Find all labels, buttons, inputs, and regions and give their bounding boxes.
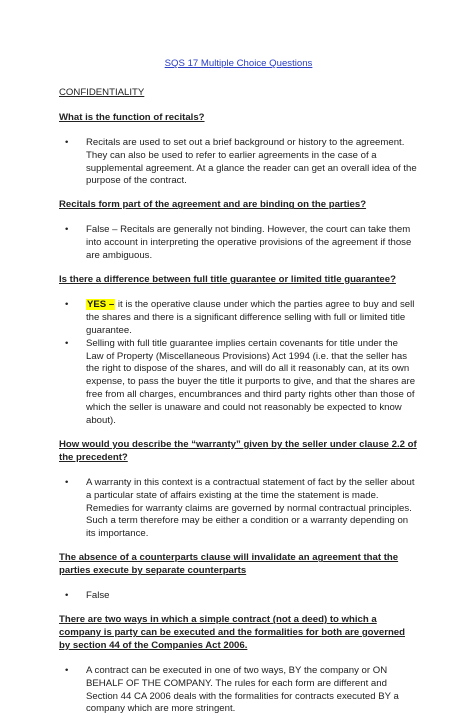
bullet-icon: • <box>65 136 69 148</box>
bullet-icon: • <box>65 337 69 349</box>
bullet-icon: • <box>65 224 69 236</box>
bullet-icon: • <box>65 298 69 310</box>
answer-list-1 <box>59 137 418 189</box>
answer-item <box>59 224 418 263</box>
bullet-icon: • <box>65 664 69 676</box>
answer-text: Selling with full title guarantee implies certain covenants for title under the Law of Property (Miscellaneous Provisions) Act 1994 (i.e. that the seller has the right to dispose of the shares, and will do all it reasonably can, at its own expense, to pass the buyer the title it purports to give, and that the shares are free from all charges, encumbrances and third party rights other than those of which the seller is unaware and could not reasonably be expected to know about). <box>86 337 416 427</box>
answer-list-3 <box>59 299 418 428</box>
question-1: What is the function of recitals? <box>59 111 205 123</box>
question-3: Is there a difference between full title guarantee or limited title guarantee? <box>59 273 396 285</box>
answer-item <box>59 137 418 189</box>
answer-item <box>59 590 418 603</box>
question-5: The absence of a counterparts clause will invalidate an agreement that the parties execute by separate counterparts <box>59 552 399 577</box>
document-title: SQS 17 Multiple Choice Questions <box>164 58 313 69</box>
answer-item <box>59 665 418 716</box>
highlighted-answer-label: YES – <box>87 298 115 310</box>
answer-item <box>59 477 418 542</box>
bullet-icon: • <box>65 590 69 602</box>
answer-list-4 <box>59 477 418 542</box>
bullet-icon: • <box>65 476 69 488</box>
answer-item <box>59 299 418 338</box>
question-4: How would you describe the “warranty” given by the seller under clause 2.2 of the precedent? <box>59 438 417 463</box>
answer-list-6 <box>59 665 418 716</box>
answer-item <box>59 338 418 428</box>
question-2: Recitals form part of the agreement and are binding on the parties? <box>59 199 367 211</box>
answer-text: False <box>86 590 110 602</box>
answer-list-2 <box>59 224 418 263</box>
answer-text: False – Recitals are generally not binding. However, the court can take them into account in interpreting the operative provisions of the agreement if those are ambiguous. <box>86 224 412 262</box>
question-6: There are two ways in which a simple contract (not a deed) to which a company is party can be executed and the formalities for both are governed by section 44 of the Companies Act 2006. <box>59 614 405 651</box>
answer-list-5 <box>59 590 418 603</box>
section-heading: CONFIDENTIALITY <box>59 86 145 98</box>
answer-text: A warranty in this context is a contractual statement of fact by the seller about a particular state of affairs existing at the time the statement is made. Remedies for warranty claims are governed by normal contractual principles. Such a term therefore may be either a condition or a warranty depending on its importance. <box>86 476 415 540</box>
answer-text: Recitals are used to set out a brief background or history to the agreement. They can also be used to refer to earlier agreements in the case of a supplemental agreement. At a glance the reader can get an overall idea of the purpose of the contract. <box>86 136 417 187</box>
answer-text: it is the operative clause under which the parties agree to buy and sell the shares and there is a significant difference selling with full or limited title guarantee. <box>86 298 415 336</box>
answer-text: A contract can be executed in one of two ways, BY the company or ON BEHALF OF THE COMPANY. The rules for each form are different and Section 44 CA 2006 deals with the formalities for contracts executed BY a company which are more stringent. <box>86 664 399 715</box>
